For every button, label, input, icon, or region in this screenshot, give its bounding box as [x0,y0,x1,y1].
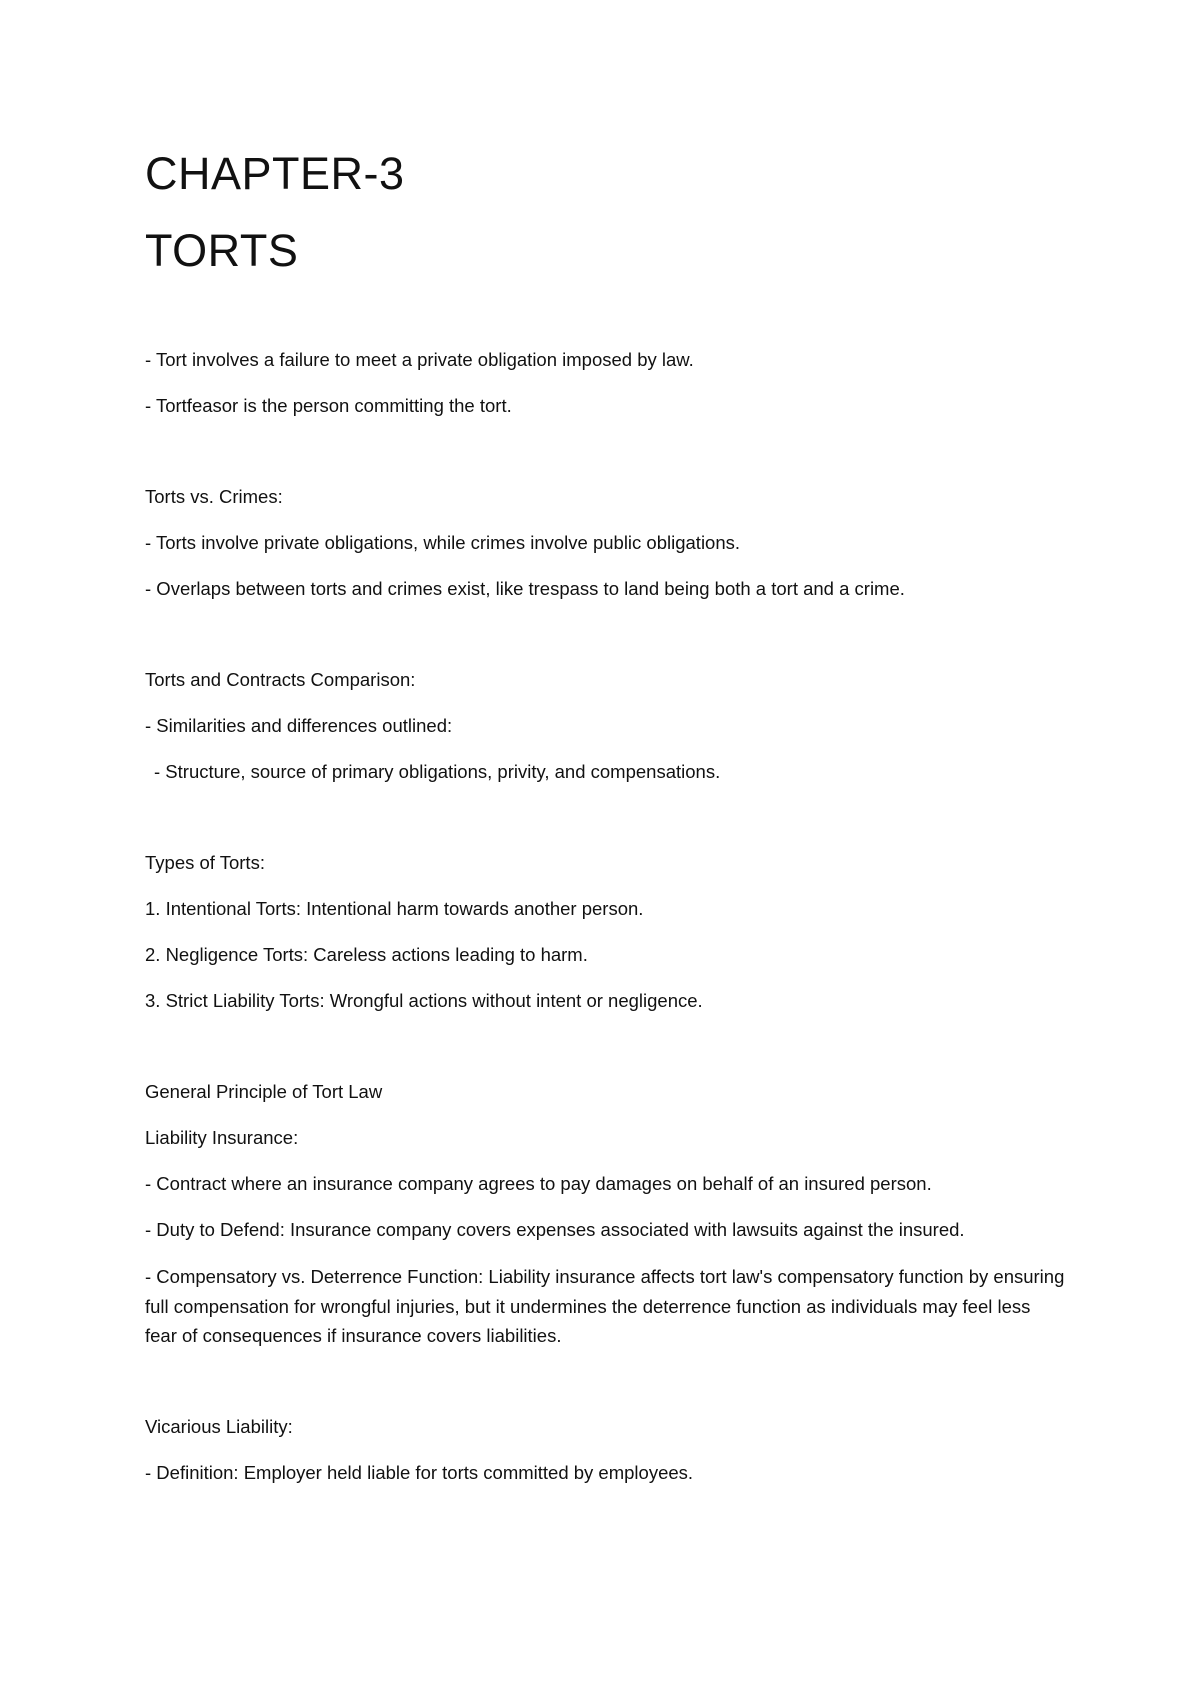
section-heading-types: Types of Torts: [145,852,265,873]
types-item-2: 2. Negligence Torts: Careless actions leading to harm. [145,944,588,965]
torts-contracts-subitem: - Structure, source of primary obligations, privity, and compensations. [154,761,721,782]
section-heading-torts-contracts: Torts and Contracts Comparison: [145,669,416,690]
subheading-liability-insurance: Liability Insurance: [145,1127,299,1148]
section-heading-general: General Principle of Tort Law [145,1081,383,1102]
chapter-title: TORTS [145,225,299,276]
section-heading-vicarious: Vicarious Liability: [145,1416,293,1437]
liability-insurance-line-1: - Contract where an insurance company agrees to pay damages on behalf of an insured person. [145,1173,932,1194]
intro-line-tort: - Tort involves a failure to meet a private obligation imposed by law. [145,349,694,370]
intro-line-tortfeasor: - Tortfeasor is the person committing the tort. [145,395,512,416]
torts-vs-crimes-line-1: - Torts involve private obligations, while crimes involve public obligations. [145,532,741,553]
liability-insurance-paragraph: - Compensatory vs. Deterrence Function: Liability insurance affects tort law's compensatory function by ensuring full compensation for wrongful injuries, but it undermines the deterrence function as individuals may feel less fear of consequences if insurance covers liabilities. [145,1266,1065,1346]
chapter-number: CHAPTER-3 [145,148,405,199]
types-item-3: 3. Strict Liability Torts: Wrongful actions without intent or negligence. [145,990,703,1011]
section-heading-torts-vs-crimes: Torts vs. Crimes: [145,486,283,507]
types-item-1: 1. Intentional Torts: Intentional harm towards another person. [145,898,644,919]
liability-insurance-line-2: - Duty to Defend: Insurance company covers expenses associated with lawsuits against the insured. [145,1219,965,1240]
torts-vs-crimes-line-2: - Overlaps between torts and crimes exist, like trespass to land being both a tort and a crime. [145,578,905,599]
vicarious-definition: - Definition: Employer held liable for torts committed by employees. [145,1462,694,1483]
torts-contracts-line-1: - Similarities and differences outlined: [145,715,453,736]
